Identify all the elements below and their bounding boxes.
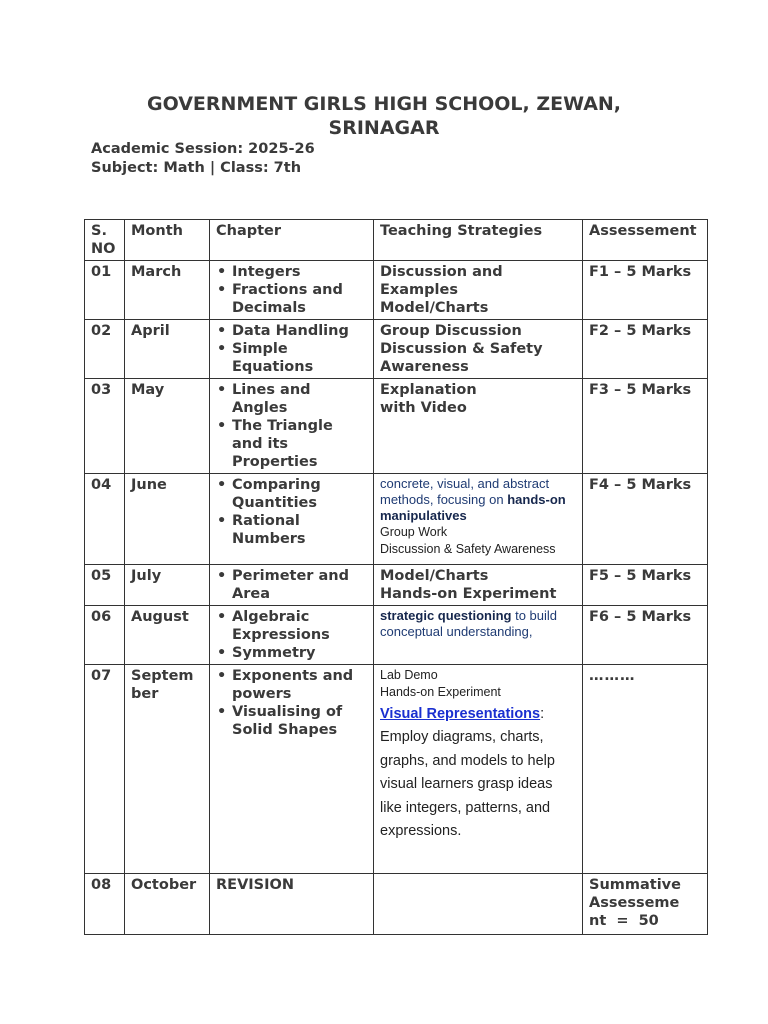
subject-class: Subject: Math | Class: 7th bbox=[91, 160, 302, 176]
cell-sno: 03 bbox=[85, 379, 125, 474]
chapter-item: • Symmetry bbox=[232, 644, 367, 662]
cell-assessment: F4 – 5 Marks bbox=[583, 474, 708, 565]
cell-assessment: F6 – 5 Marks bbox=[583, 606, 708, 665]
strategy-line: Lab Demo bbox=[380, 668, 438, 682]
cell-strategies bbox=[374, 606, 583, 665]
header-chapter: Chapter bbox=[210, 220, 374, 261]
strategy-line: Model/Charts bbox=[380, 568, 489, 584]
table-row bbox=[85, 874, 708, 935]
lesson-plan-table bbox=[84, 219, 708, 935]
strategy-rich-text bbox=[380, 703, 576, 843]
chapter-item: • Lines and Angles bbox=[232, 381, 367, 417]
chapter-item: • Perimeter and Area bbox=[232, 567, 367, 603]
strategy-line: Discussion and Examples bbox=[380, 264, 503, 298]
school-title: GOVERNMENT GIRLS HIGH SCHOOL, ZEWAN, SRINAGAR bbox=[146, 93, 622, 139]
strategy-emphasis: strategic questioning bbox=[380, 608, 512, 623]
cell-chapter bbox=[210, 320, 374, 379]
cell-strategies bbox=[374, 474, 583, 565]
cell-month: May bbox=[125, 379, 210, 474]
visual-representations-link[interactable]: Visual Representations bbox=[380, 706, 541, 722]
strategy-line: Discussion & Safety Awareness bbox=[380, 542, 556, 556]
cell-assessment: F1 – 5 Marks bbox=[583, 261, 708, 320]
cell-month: August bbox=[125, 606, 210, 665]
header-sno: S. NO bbox=[85, 220, 125, 261]
table-row bbox=[85, 665, 708, 874]
strategy-line: Model/Charts bbox=[380, 300, 489, 316]
strategy-line: Explanation with Video bbox=[380, 382, 477, 416]
cell-sno: 07 bbox=[85, 665, 125, 874]
chapter-item: • The Triangle and its Properties bbox=[232, 417, 367, 471]
cell-chapter bbox=[210, 606, 374, 665]
cell-assessment: Summative Assesseme nt = 50 bbox=[583, 874, 708, 935]
strategy-rich-text bbox=[380, 476, 576, 524]
cell-month: April bbox=[125, 320, 210, 379]
table-row bbox=[85, 261, 708, 320]
cell-strategies bbox=[374, 320, 583, 379]
cell-sno: 02 bbox=[85, 320, 125, 379]
strategy-line: Hands-on Experiment bbox=[380, 685, 501, 699]
header-assessment: Assessement bbox=[583, 220, 708, 261]
cell-assessment: F5 – 5 Marks bbox=[583, 565, 708, 606]
strategy-line: Group Discussion bbox=[380, 323, 522, 339]
cell-chapter bbox=[210, 565, 374, 606]
chapter-item: • Rational Numbers bbox=[232, 512, 367, 548]
cell-month: July bbox=[125, 565, 210, 606]
cell-sno: 01 bbox=[85, 261, 125, 320]
header-month: Month bbox=[125, 220, 210, 261]
table-row bbox=[85, 320, 708, 379]
table-row bbox=[85, 474, 708, 565]
chapter-item: • Data Handling bbox=[232, 322, 367, 340]
cell-strategies bbox=[374, 665, 583, 874]
cell-month: Septem ber bbox=[125, 665, 210, 874]
cell-month: June bbox=[125, 474, 210, 565]
cell-chapter bbox=[210, 261, 374, 320]
table-header-row bbox=[85, 220, 708, 261]
cell-sno: 05 bbox=[85, 565, 125, 606]
cell-strategies bbox=[374, 874, 583, 935]
cell-chapter bbox=[210, 379, 374, 474]
strategy-text: to build conceptual understanding, bbox=[380, 608, 558, 639]
chapter-item: • Exponents and powers bbox=[232, 667, 367, 703]
strategy-line: Group Work bbox=[380, 525, 448, 539]
cell-chapter: REVISION bbox=[210, 874, 374, 935]
cell-chapter bbox=[210, 665, 374, 874]
chapter-item: • Integers bbox=[232, 263, 367, 281]
cell-strategies bbox=[374, 261, 583, 320]
cell-assessment: F2 – 5 Marks bbox=[583, 320, 708, 379]
cell-strategies bbox=[374, 565, 583, 606]
cell-month: March bbox=[125, 261, 210, 320]
chapter-item: • Fractions and Decimals bbox=[232, 281, 367, 317]
cell-chapter bbox=[210, 474, 374, 565]
cell-month: October bbox=[125, 874, 210, 935]
cell-sno: 08 bbox=[85, 874, 125, 935]
chapter-item: • Algebraic Expressions bbox=[232, 608, 367, 644]
table-row bbox=[85, 379, 708, 474]
table-row bbox=[85, 606, 708, 665]
cell-sno: 06 bbox=[85, 606, 125, 665]
chapter-item: • Simple Equations bbox=[232, 340, 367, 376]
chapter-item: • Comparing Quantities bbox=[232, 476, 367, 512]
strategy-line: Hands-on Experiment bbox=[380, 586, 557, 602]
academic-session: Academic Session: 2025-26 bbox=[91, 141, 315, 157]
table-row bbox=[85, 565, 708, 606]
strategy-text: : Employ diagrams, charts, graphs, and models to help visual learners grasp ideas like integers, patterns, and expressions. bbox=[380, 706, 555, 840]
cell-strategies bbox=[374, 379, 583, 474]
strategy-text: concrete, visual, and abstract methods, focusing on bbox=[380, 476, 550, 507]
strategy-line: Discussion & Safety Awareness bbox=[380, 341, 543, 375]
strategy-emphasis: hands-on manipulatives bbox=[380, 492, 566, 523]
strategy-rich-text bbox=[380, 608, 576, 640]
cell-sno: 04 bbox=[85, 474, 125, 565]
cell-assessment: F3 – 5 Marks bbox=[583, 379, 708, 474]
header-teaching-strategies: Teaching Strategies bbox=[374, 220, 583, 261]
cell-assessment: ……… bbox=[583, 665, 708, 874]
chapter-item: • Visualising of Solid Shapes bbox=[232, 703, 367, 739]
